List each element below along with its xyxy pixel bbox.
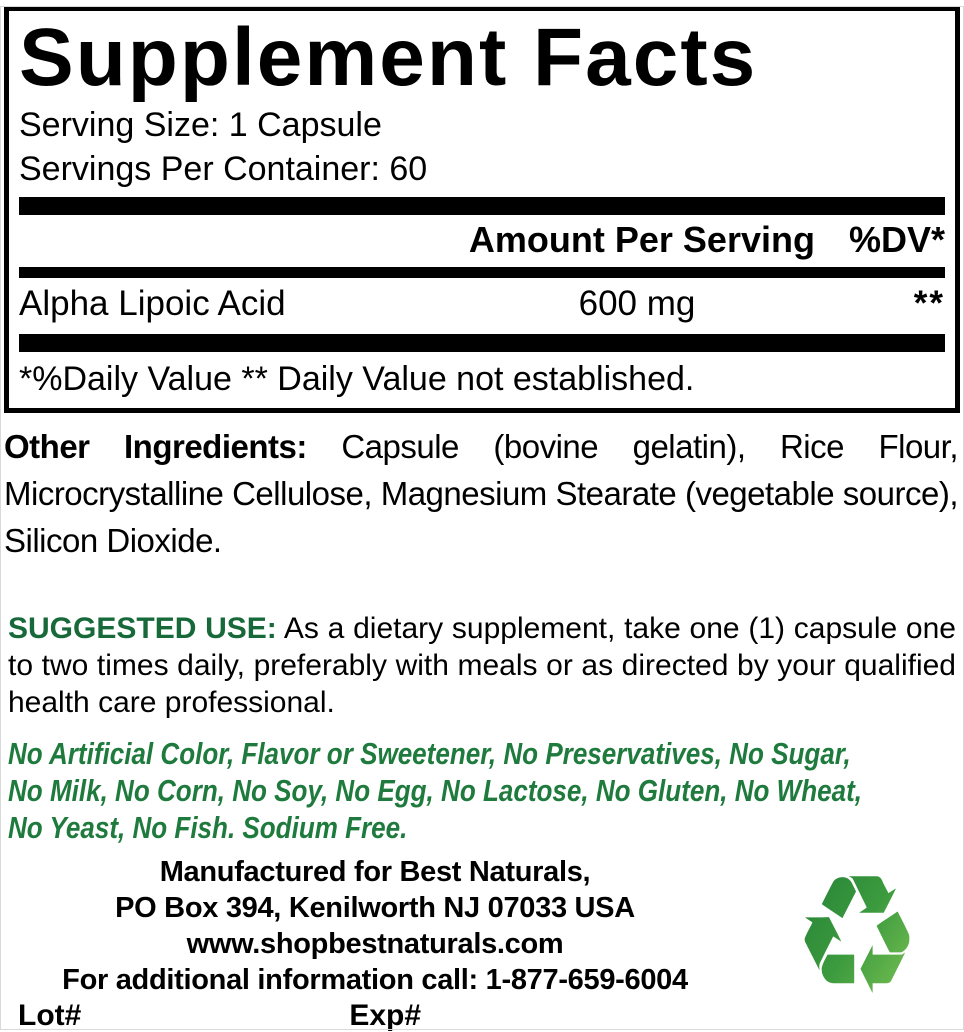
manufacturer-address: PO Box 394, Kenilworth NJ 07033 USA [115,892,635,925]
panel-title: Supplement Facts [19,12,758,103]
suggested-use-paragraph [8,610,956,721]
claims-line: No Yeast, No Fish. Sodium Free. [8,810,408,846]
column-percent-dv: %DV* [848,219,945,261]
nutrient-dv: ** [913,284,945,324]
divider-bar-medium [19,267,945,278]
nutrient-amount: 600 mg [578,284,696,324]
lot-number-label: Lot# [18,999,82,1032]
exp-date-label: Exp# [349,999,422,1032]
nutrient-row [19,278,945,334]
svg-text:♻: ♻ [792,848,922,1020]
supplement-label [0,6,964,1030]
claims-line: No Milk, No Corn, No Soy, No Egg, No Lactose, No Gluten, No Wheat, [8,773,863,809]
recycle-icon [782,848,932,1020]
supplement-facts-panel [4,6,960,413]
nutrient-name: Alpha Lipoic Acid [19,284,286,324]
manufacturer-phone: For additional information call: 1-877-659-6004 [62,964,688,997]
divider-bar-thick-bottom [19,334,945,352]
column-amount-per-serving: Amount Per Serving [468,219,815,261]
servings-per-container: Servings Per Container: 60 [19,150,428,189]
manufacturer-block [0,854,750,998]
serving-size: Serving Size: 1 Capsule [19,106,382,145]
other-ingredients-label: Other Ingredients: [4,428,307,466]
claims-line: No Artificial Color, Flavor or Sweetener, No Preservatives, No Sugar, [8,736,851,772]
daily-value-footnote: *%Daily Value ** Daily Value not established. [19,360,695,399]
column-header-row [19,215,945,267]
manufacturer-line: Manufactured for Best Naturals, [159,856,591,889]
suggested-use-text: As a dietary supplement, take one (1) capsule one to two times daily, preferably with meals or as directed by your qualified health care professional. [8,612,956,720]
other-ingredients-paragraph [4,423,958,564]
divider-bar-thick-top [19,197,945,215]
claims-block [8,735,956,846]
other-ingredients-text: Capsule (bovine gelatin), Rice Flour, Microcrystalline Cellulose, Magnesium Stearate (vegetable source), Silicon Dioxide. [4,428,958,560]
manufacturer-website: www.shopbestnaturals.com [186,928,564,961]
suggested-use-label: SUGGESTED USE: [8,612,277,646]
